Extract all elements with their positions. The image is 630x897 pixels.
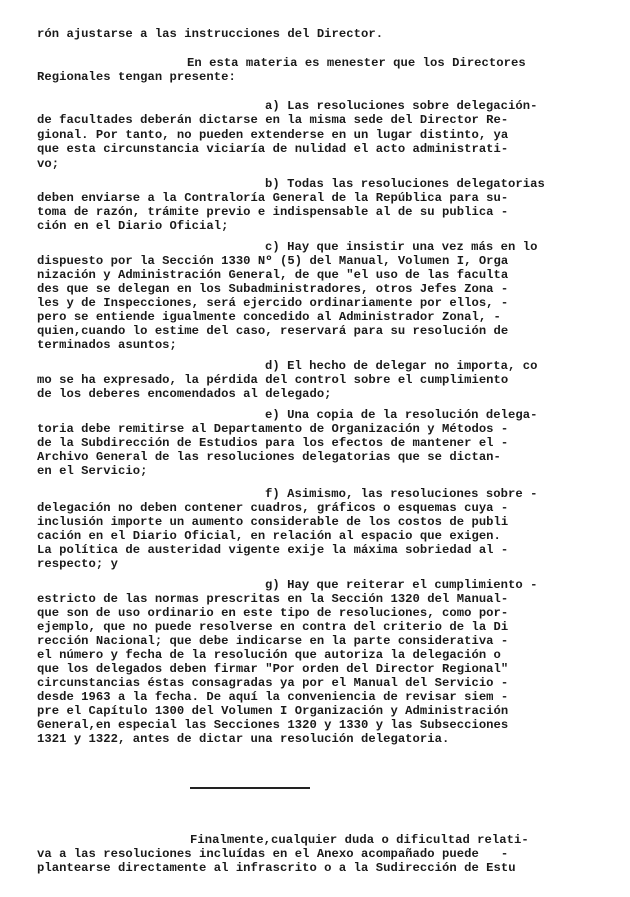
item-g-line: circunstancias éstas consagradas ya por el Manual del Servicio - <box>37 676 509 690</box>
item-c-line: nización y Administración General, de que "el uso de las faculta <box>37 268 509 282</box>
item-f-line: delegación no deben contener cuadros, gráficos o esquemas cuya - <box>37 501 509 515</box>
item-e-line: en el Servicio; <box>37 464 148 478</box>
item-g-line: que son de uso ordinario en este tipo de resoluciones, como por- <box>37 606 509 620</box>
item-a-line: de facultades deberán dictarse en la misma sede del Director Re- <box>37 113 509 127</box>
item-c-line: les y de Inspecciones, será ejercido ordinariamente por ellos, - <box>37 296 509 310</box>
item-g-line: ejemplo, que no puede resolverse en contra del criterio de la Di <box>37 620 509 634</box>
item-a-line: que esta circunstancia viciaría de nulidad el acto administrati- <box>37 142 509 156</box>
item-g-line: el número y fecha de la resolución que autoriza la delegación o <box>37 648 501 662</box>
item-e-line: de la Subdirección de Estudios para los efectos de mantener el - <box>37 436 509 450</box>
item-f-line: La política de austeridad vigente exije la máxima sobriedad al - <box>37 543 509 557</box>
closing-line: plantearse directamente al infrascrito o a la Sudirección de Estu <box>37 861 516 875</box>
item-g-line: g) Hay que reiterar el cumplimiento - <box>265 578 538 592</box>
item-g-line: desde 1963 a la fecha. De aquí la conveniencia de revisar siem - <box>37 690 509 704</box>
item-c-line: pero se entiende igualmente concedido al Administrador Zonal, - <box>37 310 501 324</box>
closing-line: va a las resoluciones incluídas en el Anexo acompañado puede - <box>37 847 509 861</box>
item-b-line: deben enviarse a la Contraloría General de la República para su- <box>37 191 509 205</box>
item-a-line: a) Las resoluciones sobre delegación- <box>265 99 538 113</box>
item-a-line: vo; <box>37 157 60 171</box>
item-c-line: dispuesto por la Sección 1330 Nº (5) del Manual, Volumen I, Orga <box>37 254 509 268</box>
item-d-line: de los deberes encomendados al delegado; <box>37 387 332 401</box>
item-f-line: inclusión importe un aumento considerable de los costos de publi <box>37 515 509 529</box>
item-b-line: ción en el Diario Oficial; <box>37 219 229 233</box>
item-f-line: f) Asimismo, las resoluciones sobre - <box>265 487 538 501</box>
section-divider <box>190 787 310 789</box>
intro-line: En esta materia es menester que los Directores <box>187 56 526 70</box>
intro-line: Regionales tengan presente: <box>37 70 236 84</box>
closing-line: Finalmente,cualquier duda o dificultad relati- <box>190 833 529 847</box>
item-b-line: b) Todas las resoluciones delegatorias <box>265 177 545 191</box>
item-f-line: respecto; y <box>37 557 119 571</box>
item-a-line: gional. Por tanto, no pueden extenderse en un lugar distinto, ya <box>37 128 509 142</box>
item-c-line: quien,cuando lo estime del caso, reservará para su resolución de <box>37 324 509 338</box>
item-f-line: cación en el Diario Oficial, en relación al espacio que exigen. <box>37 529 501 543</box>
item-e-line: toria debe remitirse al Departamento de Organización y Métodos - <box>37 422 509 436</box>
item-g-line: 1321 y 1322, antes de dictar una resolución delegatoria. <box>37 732 450 746</box>
item-g-line: estricto de las normas prescritas en la Sección 1320 del Manual- <box>37 592 509 606</box>
intro-line: rón ajustarse a las instrucciones del Director. <box>37 27 384 41</box>
item-e-line: Archivo General de las resoluciones delegatorias que se dictan- <box>37 450 501 464</box>
item-d-line: d) El hecho de delegar no importa, co <box>265 359 538 373</box>
item-c-line: c) Hay que insistir una vez más en lo <box>265 240 538 254</box>
item-c-line: terminados asuntos; <box>37 338 177 352</box>
item-c-line: des que se delegan en los Subadministradores, otros Jefes Zona - <box>37 282 509 296</box>
item-g-line: que los delegados deben firmar "Por orden del Director Regional" <box>37 662 509 676</box>
item-g-line: General,en especial las Secciones 1320 y 1330 y las Subsecciones <box>37 718 509 732</box>
item-e-line: e) Una copia de la resolución delega- <box>265 408 538 422</box>
item-g-line: rección Nacional; que debe indicarse en la parte considerativa - <box>37 634 509 648</box>
item-b-line: toma de razón, trámite previo e indispensable al de su publica - <box>37 205 509 219</box>
item-d-line: mo se ha expresado, la pérdida del control sobre el cumplimiento <box>37 373 509 387</box>
item-g-line: pre el Capítulo 1300 del Volumen I Organización y Administración <box>37 704 509 718</box>
